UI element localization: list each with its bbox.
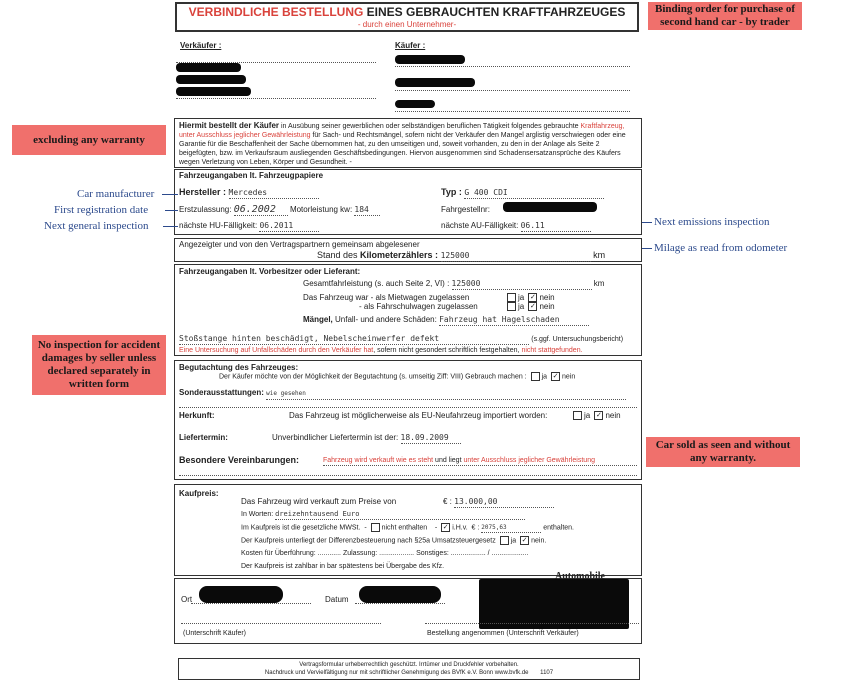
buyer-redacted-3 bbox=[395, 100, 435, 108]
inspection-ja-checkbox[interactable] bbox=[531, 372, 540, 381]
vin-redacted bbox=[503, 202, 597, 212]
school-row: - als Fahrschulwagen zugelassen bbox=[359, 302, 478, 311]
diff-ja-checkbox[interactable] bbox=[500, 536, 509, 545]
seller-signature-label: Bestellung angenommen (Unterschrift Verkäufer) bbox=[427, 630, 579, 637]
defects-value: Fahrzeug hat Hagelschaden bbox=[439, 315, 589, 326]
annotation-car-manufacturer: Car manufacturer bbox=[77, 188, 155, 200]
place-line bbox=[191, 603, 311, 604]
vehicle-heading: Fahrzeugangaben lt. Fahrzeugpapiere bbox=[179, 171, 324, 180]
footer-line-2: Nachdruck und Vervielfältigung nur mit schriftlicher Genehmigung des BVfK e.V. Bonn www.bvfk.de 1107 bbox=[264, 670, 554, 676]
seller-signature-line bbox=[425, 623, 639, 624]
seller-line-2 bbox=[176, 98, 376, 99]
inspection-row: Der Käufer möchte von der Möglichkeit der Begutachtung (s. umseitig Ziff: VIII) Gebrauch machen : ja ✓ nein bbox=[219, 373, 576, 381]
origin-nein-checkbox[interactable]: ✓ bbox=[596, 412, 602, 420]
rental-checkboxes: ja ✓ nein bbox=[505, 293, 555, 303]
price-row: Das Fahrzeug wird verkauft zum Preise von bbox=[241, 497, 397, 506]
seller-label: Verkäufer : bbox=[180, 41, 222, 50]
payment-row: Der Kaufpreis ist zahlbar in bar spätestens bei Übergabe des Kfz. bbox=[241, 563, 445, 570]
previous-owner-heading: Fahrzeugangaben lt. Vorbesitzer oder Lieferant: bbox=[179, 267, 361, 276]
buyer-line-3 bbox=[395, 111, 630, 112]
odometer-line-1: Angezeigter und von den Vertragspartnern gemeinsam abgelesener bbox=[179, 240, 420, 249]
price-section bbox=[174, 484, 642, 576]
connector-next-emissions bbox=[642, 222, 652, 223]
hu-value: 06.2011 bbox=[259, 221, 319, 232]
mileage-row: Gesamtfahrleistung (s. auch Seite 2, VI) : 125000 km bbox=[303, 279, 605, 288]
special-line-1 bbox=[323, 465, 637, 466]
diff-nein-checkbox[interactable]: ✓ bbox=[521, 537, 528, 544]
delivery-text-row: Unverbindlicher Liefertermin ist der: 18.09.2009 bbox=[272, 433, 461, 444]
vin-row: Fahrgestellnr: bbox=[441, 205, 490, 214]
mileage-value: 125000 bbox=[452, 279, 592, 290]
connector-next-general bbox=[163, 226, 178, 227]
buyer-line-1 bbox=[395, 66, 630, 67]
footer-box bbox=[178, 658, 640, 680]
transfer-costs-row: Kosten für Überführung: ............ Zulassung: .................. Sonstiges: .................. / ................... bbox=[241, 550, 529, 557]
annotation-first-registration: First registration date bbox=[54, 204, 149, 216]
origin-checkboxes: ja ✓ nein bbox=[571, 411, 621, 421]
au-value: 06.11 bbox=[521, 221, 591, 232]
rental-nein-checkbox[interactable]: ✓ bbox=[530, 294, 536, 302]
bumper-value: Stoßstange hinten beschädigt, Nebelscheinwerfer defekt bbox=[179, 334, 529, 345]
school-nein-checkbox[interactable]: ✓ bbox=[530, 303, 536, 311]
odometer-value: 125000 bbox=[441, 250, 591, 262]
seller-redacted-1 bbox=[176, 63, 241, 72]
buyer-line-2 bbox=[395, 90, 630, 91]
hu-row: nächste HU-Fälligkeit: 06.2011 bbox=[179, 221, 319, 232]
odometer-line-2: Stand des Kilometerzählers : 125000 km bbox=[317, 250, 606, 260]
signature-section bbox=[174, 571, 642, 644]
date-line bbox=[355, 603, 445, 604]
price-amount: 13.000,00 bbox=[454, 497, 554, 508]
date-label: Datum bbox=[325, 595, 349, 604]
price-words-row: In Worten: dreizehntausend Euro bbox=[241, 510, 525, 520]
annotation-next-emissions: Next emissions inspection bbox=[654, 216, 770, 228]
power-value: 184 bbox=[354, 205, 380, 216]
vat-not-checkbox[interactable] bbox=[371, 523, 380, 532]
extras-value: wie gesehen bbox=[266, 389, 626, 400]
annotation-no-inspection: No inspection for accident damages by seller unless declared separately in written form bbox=[32, 335, 166, 395]
first-registration-value: 06.2002 bbox=[234, 205, 288, 216]
annotation-binding-order: Binding order for purchase of second hand car - by trader bbox=[648, 2, 802, 30]
inspection-heading: Begutachtung des Fahrzeuges: bbox=[179, 363, 299, 372]
origin-row: Herkunft: bbox=[179, 411, 215, 420]
vat-included-checkbox[interactable]: ✓ bbox=[442, 524, 449, 531]
annotation-mileage: Milage as read from odometer bbox=[654, 242, 788, 254]
stamp-text: Automobile bbox=[555, 571, 605, 582]
inspection-nein-checkbox[interactable]: ✓ bbox=[552, 373, 559, 380]
annotation-next-general-inspection: Next general inspection bbox=[44, 220, 149, 232]
au-row: nächste AU-Fälligkeit: 06.11 bbox=[441, 221, 591, 232]
school-checkboxes: ja ✓ nein bbox=[505, 302, 555, 312]
seller-stamp-redacted bbox=[479, 579, 629, 629]
place-label: Ort bbox=[181, 595, 193, 604]
school-ja-checkbox[interactable] bbox=[507, 302, 516, 311]
origin-text-row: Das Fahrzeug ist möglicherweise als EU-Neufahrzeug importiert worden: bbox=[289, 411, 548, 420]
extras-row: Sonderausstattungen: wie gesehen bbox=[179, 388, 626, 400]
form-title: VERBINDLICHE BESTELLUNG EINES GEBRAUCHTEN KRAFTFAHRZEUGES bbox=[188, 5, 626, 19]
odometer-section bbox=[174, 238, 642, 262]
manufacturer-value: Mercedes bbox=[229, 187, 319, 199]
rental-row: Das Fahrzeug war - als Mietwagen zugelassen bbox=[303, 293, 470, 302]
defects-row: Mängel, Unfall- und andere Schäden: Fahrzeug hat Hagelschaden bbox=[303, 315, 589, 326]
seller-redacted-2 bbox=[176, 75, 246, 84]
price-label: Kaufpreis: bbox=[179, 489, 219, 498]
place-redacted bbox=[199, 586, 283, 603]
diff-tax-row: Der Kaufpreis unterliegt der Differenzbesteuerung nach §25a Umsatzsteuergesetz ja ✓ nein. bbox=[241, 537, 547, 545]
type-row: Typ : G 400 CDI bbox=[441, 187, 604, 199]
connector-first-registration bbox=[165, 210, 178, 211]
vehicle-section bbox=[174, 169, 642, 235]
extras-line-2 bbox=[179, 407, 637, 408]
inspection-section bbox=[174, 360, 642, 480]
special-agreements-row: Besondere Vereinbarungen: bbox=[179, 455, 300, 465]
no-inspection-note: Eine Untersuchung auf Unfallschäden durch den Verkäufer hat, sofern nicht gesondert schriftlich festgehalten, nicht stattgefunden. bbox=[179, 347, 583, 354]
buyer-redacted-2 bbox=[395, 78, 475, 87]
warranty-clause: Hiermit bestellt der Käufer in Ausübung seiner gewerblichen oder selbständigen beruflichen Tätigkeit folgendes gebrauchte Kraftfahrzeug, unter Ausschluss jeglicher Gewährleistung für Sach- und Rechtsmängel, sofern nicht der Verkäufer den Mangel arglistig verschwiegen oder eine Garantie für die Beschaffenheit der Sache übernommen hat, zu den umseitigen und, soweit vorhanden, zu den in der Anlage als Seite 2 beigefügten, bzw. im Verkaufsraum ausliegenden Geschäftsbedingungen. Hiervon ausgenommen sind Schadensersatzansprüche des Käufers wegen Verletzung von Leben, Körper und Gesundheit. - bbox=[174, 118, 642, 168]
buyer-label: Käufer : bbox=[395, 41, 426, 50]
special-line-2 bbox=[179, 475, 637, 476]
buyer-signature-label: (Unterschrift Käufer) bbox=[183, 630, 247, 637]
vat-amount: 2075,63 bbox=[481, 523, 541, 533]
seller-redacted-3 bbox=[176, 87, 251, 96]
manufacturer-row: Hersteller : Mercedes bbox=[179, 187, 319, 199]
vat-row: Im Kaufpreis ist die gesetzliche MWSt. - nicht enthalten - ✓ i.H.v. € : 2075,63 enthalten. bbox=[241, 524, 574, 532]
special-agreements-value: Fahrzeug wird verkauft wie es steht und liegt unter Ausschluss jeglicher Gewährleistung bbox=[323, 457, 595, 464]
connector-manufacturer bbox=[162, 194, 178, 195]
first-registration-row: Erstzulassung: 06.2002 Motorleistung kw: 184 bbox=[179, 205, 380, 216]
type-value: G 400 CDI bbox=[464, 187, 604, 199]
form-title-box bbox=[175, 2, 639, 32]
price-words: dreizehntausend Euro bbox=[275, 510, 525, 520]
annotation-sold-as-seen: Car sold as seen and without any warranty. bbox=[646, 437, 800, 467]
price-amount-row: € : 13.000,00 bbox=[443, 497, 554, 508]
footer-line-1: Vertragsformular urheberrechtlich geschützt. Irrtümer und Druckfehler vorbehalten. bbox=[299, 662, 519, 668]
date-redacted bbox=[359, 586, 441, 603]
delivery-row: Liefertermin: bbox=[179, 433, 228, 442]
form-subtitle: - durch einen Unternehmer- bbox=[357, 20, 457, 29]
buyer-signature-line bbox=[181, 623, 381, 624]
annotation-no-warranty: excluding any warranty bbox=[12, 125, 166, 155]
buyer-redacted-1 bbox=[395, 55, 465, 64]
seller-line-1 bbox=[176, 62, 376, 63]
bumper-row: Stoßstange hinten beschädigt, Nebelscheinwerfer defekt (s.ggf. Untersuchungsbericht) bbox=[179, 334, 624, 343]
origin-ja-checkbox[interactable] bbox=[573, 411, 582, 420]
connector-mileage bbox=[642, 248, 652, 249]
delivery-value: 18.09.2009 bbox=[401, 433, 461, 444]
previous-owner-section bbox=[174, 264, 642, 356]
